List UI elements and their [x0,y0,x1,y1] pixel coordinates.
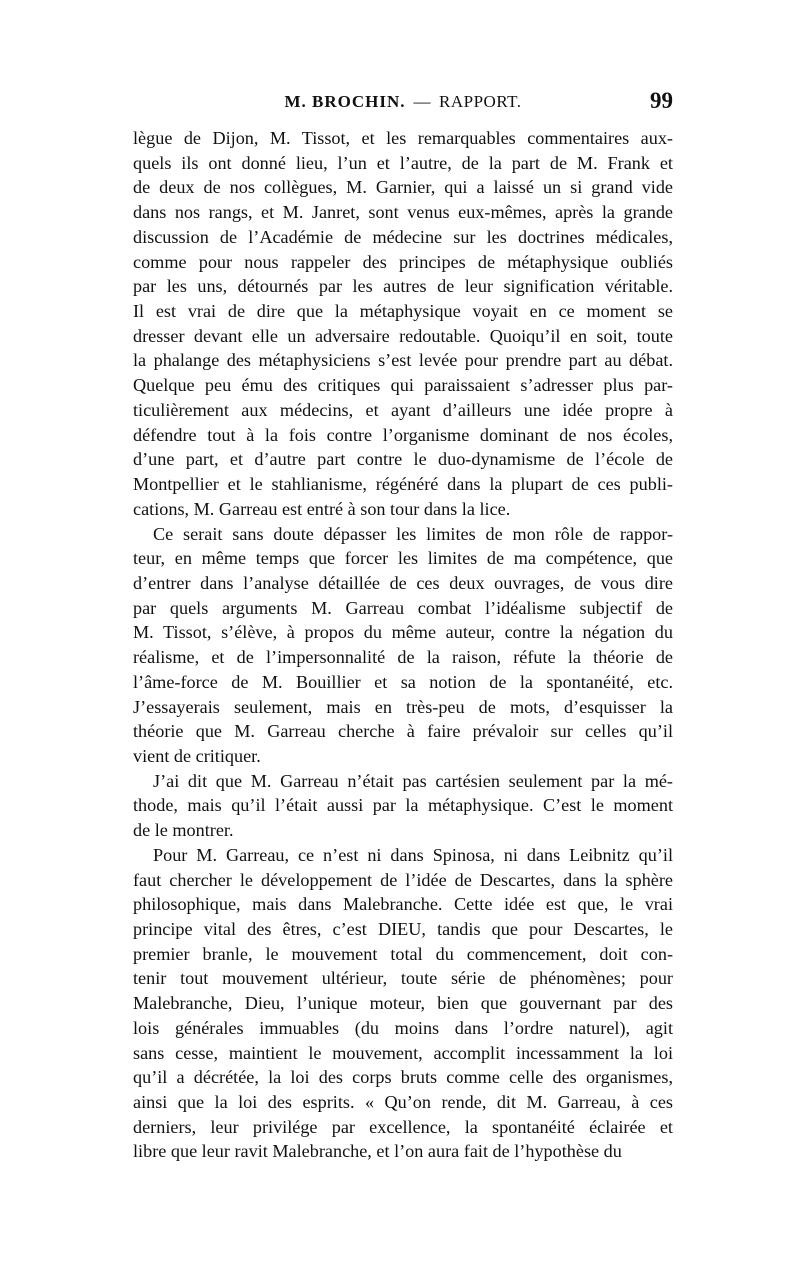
text-line: d’une part, et d’autre part contre le duo-dynamisme de l’école de [133,449,673,470]
text-line: de deux de nos collègues, M. Garnier, qui a laissé un si grand vide [133,177,673,198]
text-line: qu’il a décrétée, la loi des corps bruts comme celle des organismes, [133,1067,673,1088]
text-line: principe vital des êtres, c’est DIEU, tandis que pour Descartes, le [133,919,673,939]
page-number: 99 [650,88,673,113]
paragraph [133,769,673,843]
text-line: vient de critiquer. [133,745,261,766]
text-line: Quelque peu ému des critiques qui paraissaient s’adresser plus par- [133,375,673,396]
paragraph [133,126,673,522]
text-line: J’ai dit que M. Garreau n’était pas cartésien seulement par la mé- [153,770,673,791]
text-line: Il est vrai de dire que la métaphysique voyait en ce moment se [133,301,673,322]
paragraph [133,522,673,769]
text-line: par quels arguments M. Garreau combat l’idéalisme subjectif de [133,597,673,618]
text-line: dans nos rangs, et M. Janret, sont venus eux-mêmes, après la grande [133,202,673,223]
text-line: ainsi que la loi des esprits. « Qu’on rende, dit M. Garreau, à ces [133,1092,673,1113]
text-line: d’entrer dans l’analyse détaillée de ces deux ouvrages, de vous dire [133,572,673,593]
text-line: comme pour nous rappeler des principes de métaphysique oubliés [133,251,673,272]
text-line: discussion de l’Académie de médecine sur les doctrines médicales, [133,226,673,247]
running-head [133,88,673,122]
running-title [133,92,673,112]
text-line: cations, M. Garreau est entré à son tour dans la lice. [133,498,511,519]
header-separator: — [413,92,432,111]
text-line: premier branle, le mouvement total du commencement, doit con- [133,943,673,964]
text-line: lègue de Dijon, M. Tissot, et les remarquables commentaires aux- [133,128,673,148]
body-text [133,126,673,1164]
header-author: M. BROCHIN. [284,92,406,111]
text-line: J’essayerais seulement, mais en très-peu de mots, d’esquisser la [133,696,673,717]
text-line: faut chercher le développement de l’idée de Descartes, dans la sphère [133,869,673,890]
text-line: tenir tout mouvement ultérieur, toute série de phénomènes; pour [133,968,673,989]
text-line: défendre tout à la fois contre l’organisme dominant de nos écoles, [133,424,673,445]
text-line: Malebranche, Dieu, l’unique moteur, bien que gouvernant par des [133,993,673,1014]
text-line: par les uns, détournés par les autres de leur signification véritable. [133,276,673,297]
paragraph [133,843,673,1164]
text-line: théorie que M. Garreau cherche à faire prévaloir sur celles qu’il [133,721,673,742]
text-line: Ce serait sans doute dépasser les limites de mon rôle de rappor- [153,523,673,544]
header-section: RAPPORT. [439,92,522,111]
text-line: ticulièrement aux médecins, et ayant d’ailleurs une idée propre à [133,399,673,420]
text-line: quels ils ont donné lieu, l’un et l’autre, de la part de M. Frank et [133,152,673,173]
text-line: libre que leur ravit Malebranche, et l’on aura fait de l’hypothèse du [133,1141,622,1162]
text-line: derniers, leur privilége par excellence, la spontanéité éclairée et [133,1116,673,1137]
text-line: teur, en même temps que forcer les limites de ma compétence, que [133,548,673,569]
text-line: l’âme-force de M. Bouillier et sa notion de la spontanéité, etc. [133,671,673,692]
text-line: la phalange des métaphysiciens s’est levée pour prendre part au débat. [133,350,673,371]
text-line: lois générales immuables (du moins dans l’ordre naturel), agit [133,1017,673,1038]
text-line: philosophique, mais dans Malebranche. Cette idée est que, le vrai [133,894,673,915]
text-line: réalisme, et de l’impersonnalité de la raison, réfute la théorie de [133,647,673,668]
text-line: de le montrer. [133,820,234,841]
text-line: thode, mais qu’il l’était aussi par la métaphysique. C’est le moment [133,795,673,816]
text-line: M. Tissot, s’élève, à propos du même auteur, contre la négation du [133,622,673,643]
text-line: sans cesse, maintient le mouvement, accomplit incessamment la loi [133,1042,673,1063]
text-line: Montpellier et le stahlianisme, régénéré dans la plupart de ces publi- [133,474,673,495]
text-line: Pour M. Garreau, ce n’est ni dans Spinosa, ni dans Leibnitz qu’il [153,844,673,865]
text-line: dresser devant elle un adversaire redoutable. Quoiqu’il en soit, toute [133,325,673,346]
